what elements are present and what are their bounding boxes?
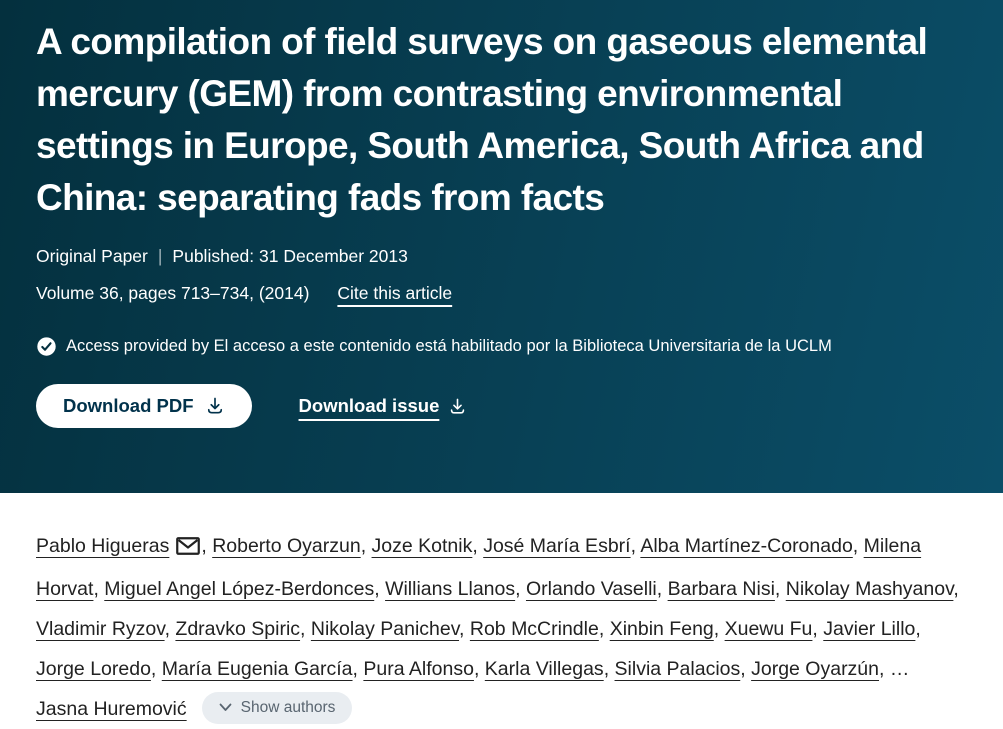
article-title: A compilation of field surveys on gaseous elemental mercury (GEM) from contrasting environmental settings in Europe, South America, South Africa and China: separating fads from facts <box>36 21 928 218</box>
author-separator: , <box>879 658 890 680</box>
author-link[interactable]: Roberto Oyarzun <box>212 535 361 557</box>
authors-paragraph <box>36 526 964 729</box>
download-issue-label: Download issue <box>298 395 440 416</box>
author-link[interactable]: Xinbin Feng <box>609 618 714 640</box>
author-separator: , <box>360 535 372 557</box>
download-icon <box>448 397 467 416</box>
author-link[interactable]: María Eugenia García <box>161 658 353 680</box>
show-authors-label: Show authors <box>240 698 336 716</box>
author-link[interactable]: Jasna Huremović <box>36 698 187 720</box>
author-link[interactable]: Orlando Vaselli <box>525 578 657 600</box>
author-separator: , <box>150 658 162 680</box>
author-separator: , <box>300 618 311 640</box>
author-separator: , <box>472 535 484 557</box>
author-link[interactable]: Rob McCrindle <box>469 618 599 640</box>
access-text: Access provided by El acceso a este contenido está habilitado por la Biblioteca Universitaria de la UCLM <box>66 337 832 355</box>
download-issue-link[interactable] <box>299 395 468 417</box>
author-link[interactable]: Nikolay Panichev <box>310 618 460 640</box>
chevron-down-icon <box>219 703 232 712</box>
author-link[interactable]: Silvia Palacios <box>614 658 741 680</box>
download-pdf-label: Download PDF <box>63 395 194 416</box>
author-separator: , <box>812 618 824 640</box>
author-separator: , <box>740 658 752 680</box>
author-separator: , <box>201 535 213 557</box>
author-link[interactable]: Willians Llanos <box>385 578 516 600</box>
author-link[interactable]: Vladimir Ryzov <box>36 618 165 640</box>
show-authors-button[interactable] <box>202 692 353 724</box>
author-link[interactable]: Barbara Nisi <box>667 578 775 600</box>
author-link[interactable]: Zdravko Spiric <box>175 618 301 640</box>
author-list <box>36 535 959 720</box>
authors-section <box>0 493 1003 729</box>
author-separator: , <box>630 535 641 557</box>
author-link[interactable]: Pablo Higueras <box>36 535 170 557</box>
article-meta-line <box>36 246 967 267</box>
author-separator: , <box>93 578 105 600</box>
author-separator: , <box>915 618 921 640</box>
author-link[interactable]: Alba Martínez-Coronado <box>640 535 853 557</box>
author-separator: , <box>598 618 610 640</box>
author-link[interactable]: Joze Kotnik <box>371 535 473 557</box>
header-actions <box>36 384 967 428</box>
author-separator: , <box>459 618 470 640</box>
author-link[interactable]: Miguel Angel López-Berdonces <box>104 578 375 600</box>
author-link[interactable]: José María Esbrí <box>483 535 631 557</box>
access-provided-line <box>36 336 967 357</box>
download-icon <box>205 396 225 416</box>
author-link[interactable]: Karla Villegas <box>484 658 604 680</box>
author-separator: , <box>164 618 176 640</box>
author-separator: , <box>953 578 959 600</box>
author-link[interactable]: Jorge Oyarzún <box>751 658 880 680</box>
author-separator: , <box>852 535 864 557</box>
author-link[interactable]: Pura Alfonso <box>363 658 474 680</box>
checkmark-circle-icon <box>36 336 57 357</box>
author-separator: , <box>656 578 668 600</box>
article-type: Original Paper <box>36 246 148 266</box>
author-separator: , <box>713 618 725 640</box>
volume-pages: Volume 36, pages 713–734, (2014) <box>36 283 310 303</box>
envelope-icon[interactable] <box>176 529 200 569</box>
author-link[interactable]: Javier Lillo <box>823 618 916 640</box>
meta-separator: | <box>157 246 163 266</box>
author-separator: , <box>515 578 526 600</box>
author-link[interactable]: Jorge Loredo <box>36 658 151 680</box>
author-separator: , <box>352 658 364 680</box>
cite-this-article-link[interactable]: Cite this article <box>337 283 453 303</box>
author-separator: , <box>603 658 615 680</box>
published-date: Published: 31 December 2013 <box>172 246 408 266</box>
author-separator: , <box>473 658 485 680</box>
author-separator: , <box>374 578 386 600</box>
author-link[interactable]: Nikolay Mashyanov <box>785 578 954 600</box>
author-link[interactable]: Xuewu Fu <box>724 618 813 640</box>
authors-ellipsis: … <box>889 658 910 680</box>
author-separator: , <box>774 578 786 600</box>
download-pdf-button[interactable] <box>36 384 252 428</box>
author-link[interactable]: Milena Horvat <box>36 535 922 600</box>
volume-meta-line <box>36 283 967 304</box>
